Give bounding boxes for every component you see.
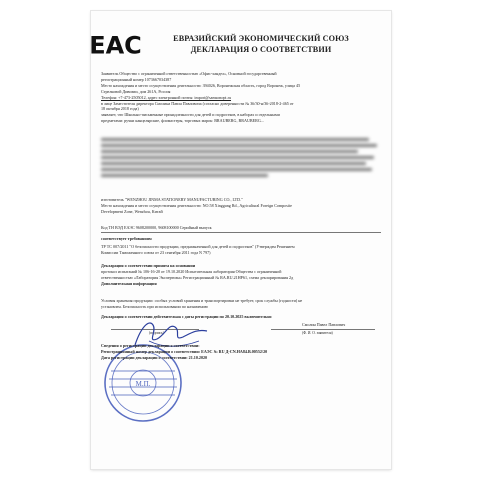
- applicant-section: [101, 71, 383, 124]
- product-line: заявляет, что Школьно-письменные принадлежности для детей и подростков, в наборах и отдельными: [101, 112, 280, 118]
- applicant-line: 18 октября 2018 года): [101, 106, 139, 112]
- applicant-line: Стрелковой Дивизии, дом 261А, Россия: [101, 88, 171, 94]
- basis-section: [101, 263, 383, 287]
- requirements-section: [101, 236, 383, 256]
- basis-heading: Декларация о соответствии принята на основании: [101, 263, 196, 268]
- eac-logo: [89, 31, 142, 60]
- storage-section: [101, 298, 383, 310]
- manufacturer-line: Место нахождения и место осуществления деятельности: NO.58 Xinggang Rd., Agricultural Foreign Composite: [101, 202, 292, 208]
- additional-info-heading: Дополнительная информация: [101, 280, 157, 286]
- signature-caption: (подпись): [149, 331, 164, 335]
- requirements-line: ТР ТС 007/2011 "О безопасности продукции, предназначенной для детей и подростков" (Утвержден Решением: [101, 243, 295, 249]
- redacted-product-text: [101, 135, 380, 189]
- declaration-page: [91, 11, 391, 469]
- requirements-heading: соответствует требованиям: [101, 236, 152, 241]
- registration-heading: Сведения о регистрации декларации о соответствии:: [101, 343, 200, 348]
- document-header-union: ЕВРАЗИЙСКИЙ ЭКОНОМИЧЕСКИЙ СОЮЗ: [173, 34, 349, 43]
- manufacturer-line: изготовитель "WENZHOU JINMA STATIONERY MANUFACTURING CO., LTD.": [101, 197, 243, 202]
- requirements-line: Комиссии Таможенного союза от 23 сентября 2011 года N 797): [101, 249, 211, 255]
- storage-line: установлен. Безопасность при использовании по назначению: [101, 303, 208, 309]
- signer-name: Смолин Павел Павлович: [302, 322, 346, 327]
- document-header-title: ДЕКЛАРАЦИЯ О СООТВЕТСТВИИ: [190, 45, 332, 54]
- product-line: предметами: ручки канцелярские, фломастеры, торговых марок: BRAUBERG, BRAUBERG...: [101, 118, 264, 124]
- registration-date: Дата регистрации декларации о соответствии: 21.10.2020: [101, 354, 208, 360]
- svg-text:ЕАС: ЕАС: [89, 31, 142, 60]
- applicant-line: Заявитель Общество с ограниченной ответственностью «Офис-хандел», Основной государственный: [101, 71, 277, 76]
- applicant-contact-line: Телефон: +7-473-2505012, адрес электронной почты: import@samsonopt.ru: [101, 94, 232, 100]
- basis-line: ответственностью «Лаборатория Экспертизы» Регистрационный № RA.RU.21НР61, схема декларирования 2д: [101, 274, 294, 280]
- manufacturer-line: Development Zone, Wenzhou, Китай: [101, 208, 163, 214]
- basis-line: протокол испытаний № 106-16-20 от 19.10.2020 Испытательная лаборатория Общества с ограниченной: [101, 268, 282, 274]
- validity-statement: Декларация о соответствии действительна с даты регистрации по 20.10.2025 включительно: [101, 314, 272, 319]
- applicant-line: регистрационный номер 1073667034387: [101, 76, 172, 82]
- registration-section: [101, 343, 383, 361]
- signer-name-line: [271, 329, 375, 330]
- divider: [101, 232, 381, 233]
- applicant-line: Место нахождения и место осуществления деятельности: 394026, Воронежская область, город Воронеж, улица 45: [101, 82, 301, 88]
- tnved-code: Код ТН ВЭД ЕАЭС 9608200000, 9608100000 Серийный выпуск: [101, 225, 212, 230]
- applicant-line: в лице Заместителя директора Смолина Павла Павловича (согласно доверенности № 36/30-н/36-2018-2-465 от: [101, 100, 294, 106]
- storage-line: Условия хранения продукции: особых условий хранения и транспортировки не требует, срок службы (годности) не: [101, 298, 303, 303]
- svg-text:М.П.: М.П.: [135, 380, 151, 388]
- registration-number: Регистрационный номер декларации о соответствии: ЕАЭС № RU Д-CN.HA84.B.00552/20: [101, 348, 268, 354]
- manufacturer-section: [101, 197, 383, 215]
- signer-caption: (Ф. И. О. заявителя): [302, 331, 333, 335]
